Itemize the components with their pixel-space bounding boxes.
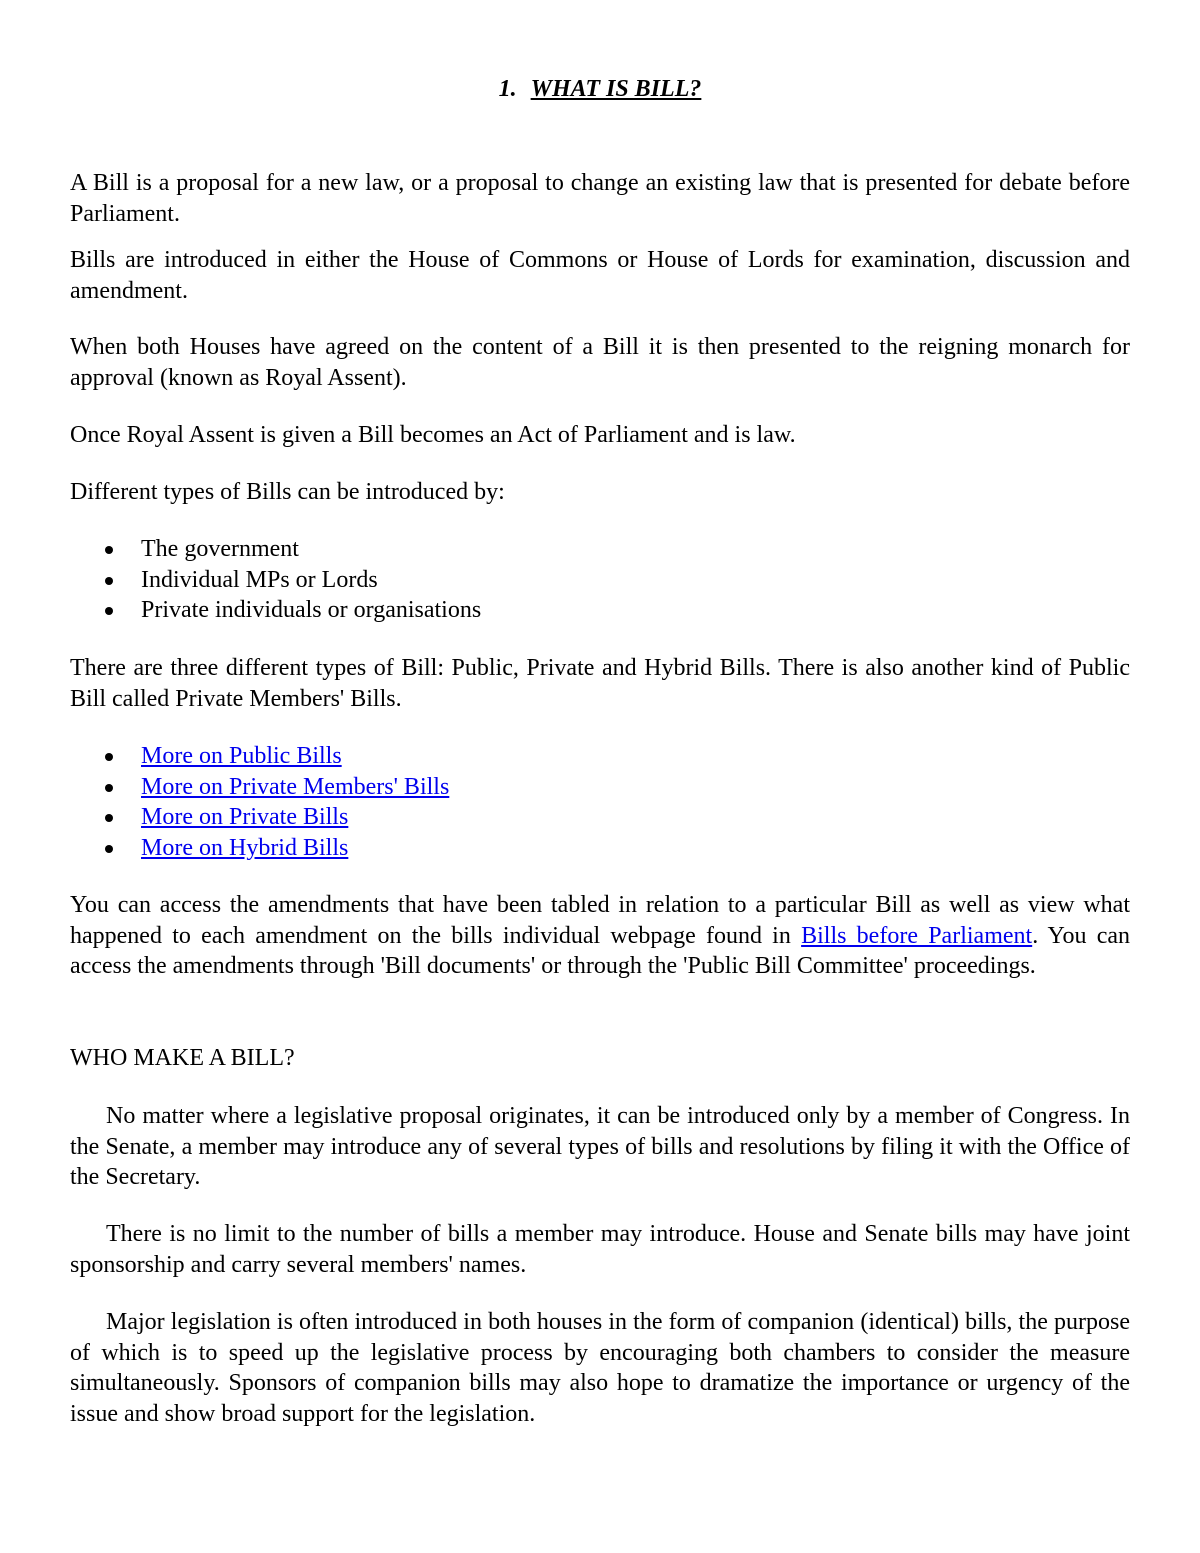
more-links-list bbox=[70, 741, 1130, 863]
list-item bbox=[70, 595, 1130, 626]
list-item bbox=[70, 741, 1130, 772]
paragraph-types-of-bill: There are three different types of Bill: Public, Private and Hybrid Bills. There is also another kind of Public Bill called Private Members' Bills. bbox=[70, 655, 1130, 712]
link-public-bills[interactable]: More on Public Bills bbox=[141, 743, 342, 769]
bullet-icon bbox=[105, 546, 113, 554]
list-item-label: Individual MPs or Lords bbox=[141, 566, 378, 593]
link-hybrid-bills[interactable]: More on Hybrid Bills bbox=[141, 834, 349, 861]
paragraph-introduced-by: Different types of Bills can be introduced by: bbox=[70, 479, 505, 505]
paragraph-major-legislation: Major legislation is often introduced in both houses in the form of companion (identical) bills, the purpose of which is to speed up the legislative process by encouraging both chambers to consider the measure simultaneously. Sponsors of companion bills may also hope to dramatize the importance or urgency of the issue and show broad support for the legislation. bbox=[70, 1309, 1130, 1427]
title-number: 1. bbox=[498, 76, 517, 102]
bullet-icon bbox=[105, 607, 113, 615]
list-item-label: Private individuals or organisations bbox=[141, 597, 482, 623]
list-item bbox=[70, 802, 1130, 833]
list-item bbox=[70, 772, 1130, 803]
paragraph-legislative-proposal: No matter where a legislative proposal originates, it can be introduced only by a member of Congress. In the Senate, a member may introduce any of several types of bills and resolutions by filing it with the Office of the Secretary. bbox=[70, 1103, 1130, 1190]
heading-who-make-a-bill: WHO MAKE A BILL? bbox=[70, 1045, 295, 1071]
paragraph-act-of-parliament: Once Royal Assent is given a Bill becomes an Act of Parliament and is law. bbox=[70, 422, 796, 448]
list-item bbox=[70, 565, 1130, 596]
bullet-icon bbox=[105, 753, 113, 761]
title-text: WHAT IS BILL? bbox=[530, 76, 702, 102]
amendments-text-before: You can access the amendments that have been tabled in relation to a particular Bill as well as view what happened to each amendment on the bills individual webpage found in bbox=[70, 892, 1130, 949]
page-title bbox=[70, 74, 1130, 104]
list-item bbox=[70, 833, 1130, 864]
paragraph-royal-assent-approval: When both Houses have agreed on the content of a Bill it is then presented to the reigning monarch for approval (known as Royal Assent). bbox=[70, 334, 1130, 391]
link-bills-before-parliament[interactable]: Bills before Parliament bbox=[801, 922, 1033, 949]
paragraph-bills-introduced: Bills are introduced in either the House of Commons or House of Lords for examination, discussion and amendment. bbox=[70, 247, 1130, 304]
paragraph-amendments-access bbox=[70, 890, 1130, 982]
introducers-list bbox=[70, 534, 1130, 626]
list-item-label: The government bbox=[141, 536, 299, 562]
paragraph-bill-definition: A Bill is a proposal for a new law, or a proposal to change an existing law that is presented for debate before Parliament. bbox=[70, 170, 1130, 227]
list-item bbox=[70, 534, 1130, 565]
link-private-members-bills[interactable]: More on Private Members' Bills bbox=[141, 773, 450, 800]
bullet-icon bbox=[105, 814, 113, 822]
amendments-text-after: . You can access the amendments through 'Bill documents' or through the 'Public Bill Committee' proceedings. bbox=[70, 922, 1131, 979]
paragraph-no-limit: There is no limit to the number of bills a member may introduce. House and Senate bills may have joint sponsorship and carry several members' names. bbox=[70, 1221, 1130, 1278]
link-private-bills[interactable]: More on Private Bills bbox=[141, 804, 349, 830]
bullet-icon bbox=[105, 784, 113, 792]
bullet-icon bbox=[105, 845, 113, 853]
bullet-icon bbox=[105, 577, 113, 585]
